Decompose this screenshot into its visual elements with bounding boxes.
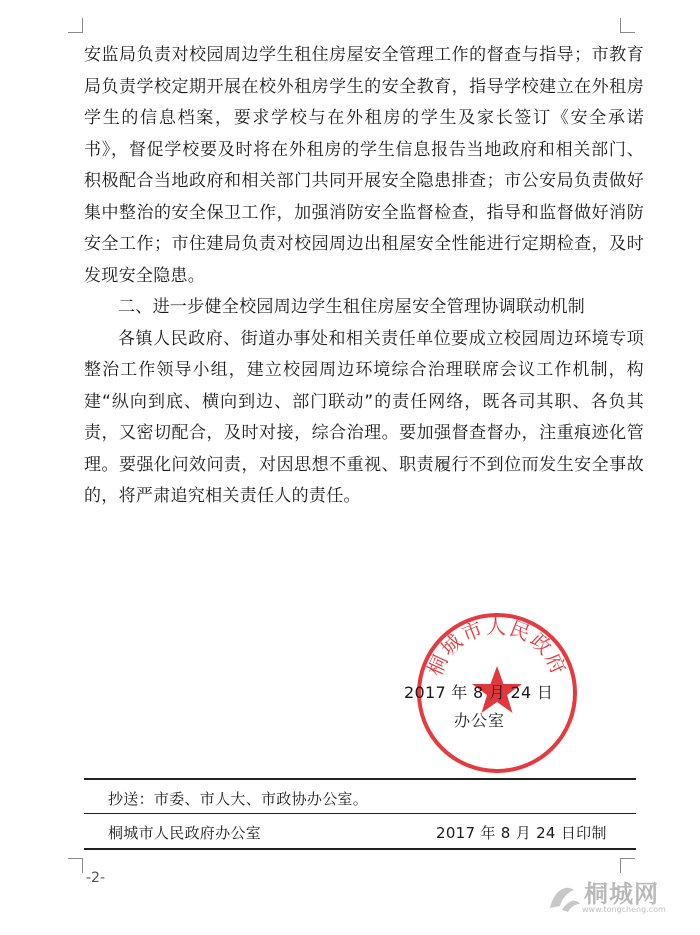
footer-rule-middle xyxy=(84,813,636,814)
document-body xyxy=(84,40,644,513)
paragraph-1: 安监局负责对校园周边学生租住房屋安全管理工作的督查与指导；市教育局负责学校定期开展在校外租房学生的安全教育，指导学校建立在外租房学生的信息档案，要求学校与在外租房的学生及家长签订《安全承诺书》，督促学校要及时将在外租房的学生信息报告当地政府和相关部门、积极配合当地政府和相关部门共同开展安全隐患排查；市公安局负责做好集中整治的安全保卫工作，加强消防安全监督检查，指导和监督做好消防安全工作；市住建局负责对校园周边出租屋安全性能进行定期检查，及时发现安全隐患。 xyxy=(84,45,644,286)
crop-mark-bottom-left xyxy=(68,858,83,873)
seal-text: 桐城市人民政府 xyxy=(422,614,572,680)
paragraph-3: 各镇人民政府、街道办事处和相关责任单位要成立校园周边环境专项整治工作领导小组，建立校园周边环境综合治理联席会议工作机制，构建“纵向到底、横向到边、部门联动”的责任网络，既各司其职、各负其责，又密切配合，及时对接，综合治理。要加强督查督办，注重痕迹化管理。要强化问效问责，对因思想不重视、职责履行不到位而发生安全事故的，将严肃追究相关责任人的责任。 xyxy=(84,328,644,506)
signature-office: 办公室 xyxy=(454,711,506,730)
page-number: -2- xyxy=(86,870,106,886)
print-date: 2017 年 8 月 24 日印制 xyxy=(436,824,607,842)
watermark-url: www.tongcheng.com xyxy=(582,905,666,914)
signature-date: 2017 年 8 月 24 日 xyxy=(404,683,554,702)
crop-mark-top-right xyxy=(620,18,635,33)
footer-rule-top xyxy=(84,778,636,780)
section-heading-2: 二、进一步健全校园周边学生租住房屋安全管理协调联动机制 xyxy=(118,297,586,317)
watermark-text: 桐城网 xyxy=(584,880,659,908)
issuer: 桐城市人民政府办公室 xyxy=(108,824,262,842)
footer-rule-bottom xyxy=(84,848,636,850)
cc-line: 抄送：市委、市人大、市政协办公室。 xyxy=(108,790,369,808)
crop-mark-top-left xyxy=(68,18,83,33)
